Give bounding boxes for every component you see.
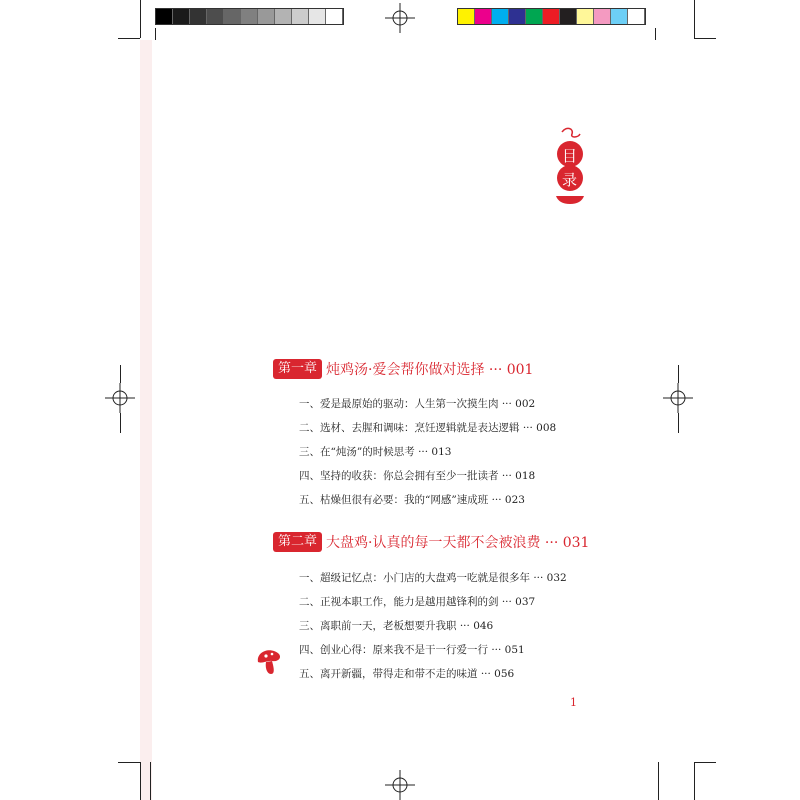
calibration-swatch xyxy=(190,9,207,24)
calibration-swatch xyxy=(258,9,275,24)
toc-entry[interactable]: 二、正视本职工作，能力是越用越锋利的剑 ··· 037 xyxy=(299,596,536,608)
chapter-title: 大盘鸡·认真的每一天都不会被浪费 ··· 031 xyxy=(326,535,590,551)
toc-entry[interactable]: 一、爱是最原始的驱动：人生第一次摸生肉 ··· 002 xyxy=(299,398,536,410)
chapter-badge: 第一章 xyxy=(273,359,322,379)
calibration-swatch xyxy=(292,9,309,24)
calibration-swatch xyxy=(275,9,292,24)
spine-strip xyxy=(140,40,152,800)
calibration-swatch xyxy=(577,9,594,24)
toc-entry[interactable]: 五、离开新疆，带得走和带不走的味道 ··· 056 xyxy=(299,668,515,680)
calibration-swatch xyxy=(543,9,560,24)
toc-entry[interactable]: 二、选材、去腥和调味：烹饪逻辑就是表达逻辑 ··· 008 xyxy=(299,422,557,434)
calibration-swatch xyxy=(492,9,509,24)
toc-heading-char-1: 目 xyxy=(562,147,578,165)
calibration-swatch xyxy=(309,9,326,24)
toc-entry[interactable]: 四、坚持的收获：你总会拥有至少一批读者 ··· 018 xyxy=(299,470,536,482)
toc-entry[interactable]: 一、超级记忆点：小门店的大盘鸡一吃就是很多年 ··· 032 xyxy=(299,572,567,584)
registration-mark-bottom xyxy=(385,770,415,800)
calibration-swatch xyxy=(611,9,628,24)
calibration-swatch xyxy=(173,9,190,24)
page-number: 1 xyxy=(570,696,577,709)
toc-entry[interactable]: 五、枯燥但很有必要：我的“网感”速成班 ··· 023 xyxy=(299,494,525,506)
calibration-swatch xyxy=(475,9,492,24)
calibration-swatch xyxy=(594,9,611,24)
calibration-swatch xyxy=(628,9,645,24)
chapter-badge: 第二章 xyxy=(273,532,322,552)
calibration-swatch xyxy=(526,9,543,24)
registration-mark-right xyxy=(663,383,693,413)
toc-entry[interactable]: 三、在“炖汤”的时候思考 ··· 013 xyxy=(299,446,452,458)
toc-entry[interactable]: 四、创业心得：原来我不是干一行爱一行 ··· 051 xyxy=(299,644,525,656)
chapter-1-heading[interactable] xyxy=(273,359,533,379)
registration-mark-top xyxy=(385,3,415,33)
calibration-swatch xyxy=(156,9,173,24)
calibration-swatch xyxy=(560,9,577,24)
calibration-swatch xyxy=(207,9,224,24)
chapter-2-heading[interactable] xyxy=(273,532,589,552)
calibration-swatch xyxy=(458,9,475,24)
calibration-swatch xyxy=(224,9,241,24)
toc-entry[interactable]: 三、离职前一天，老板想要升我职 ··· 046 xyxy=(299,620,494,632)
calibration-swatch xyxy=(326,9,343,24)
gray-calibration-bar xyxy=(155,8,344,25)
color-calibration-bar xyxy=(457,8,646,25)
calibration-swatch xyxy=(241,9,258,24)
registration-mark-left xyxy=(105,383,135,413)
toc-heading xyxy=(552,124,592,214)
chapter-title: 炖鸡汤·爱会帮你做对选择 ··· 001 xyxy=(326,362,534,378)
mushroom-icon xyxy=(256,648,282,676)
toc-heading-char-2: 录 xyxy=(562,171,578,189)
calibration-swatch xyxy=(509,9,526,24)
